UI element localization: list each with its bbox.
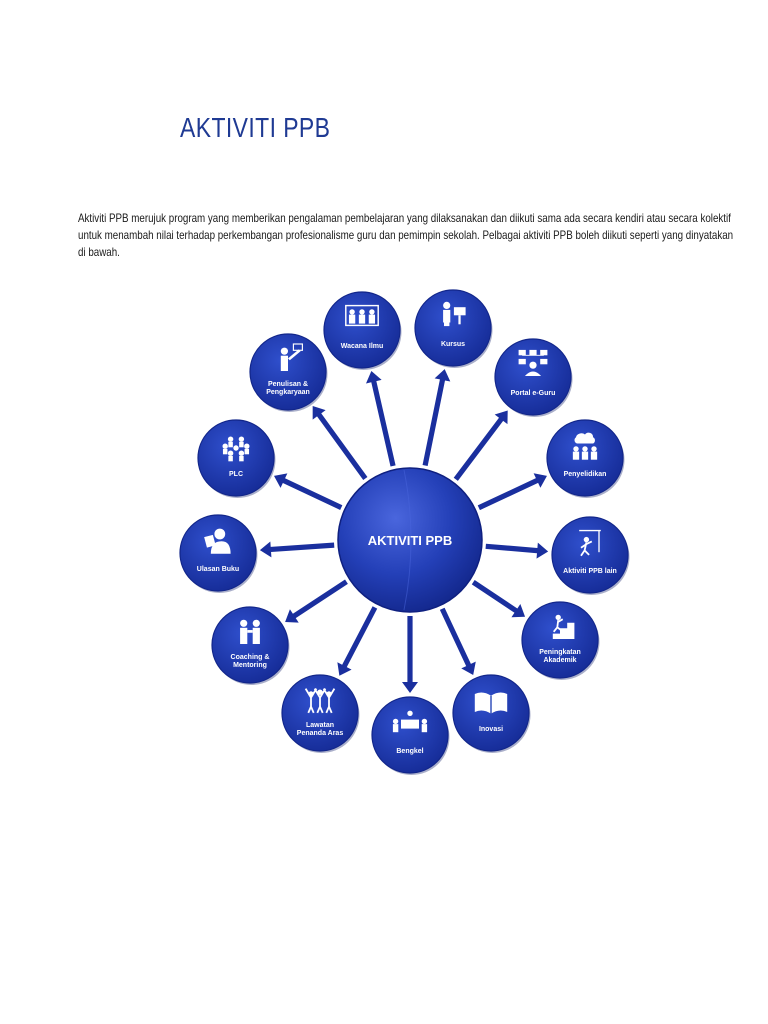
arrow-6 [440,608,476,675]
center-node [338,468,482,612]
node-4 [552,517,630,595]
node-label-12-1: Pengkaryaan [266,389,310,396]
node-label-5-1: Akademik [543,657,577,664]
center-label: AKTIVITI PPB [367,533,453,548]
node-label-1-0: Kursus [440,341,466,348]
node-label-11-0: PLC [229,471,243,478]
node-8 [282,675,360,753]
arrow-0 [366,371,396,467]
node-label-8-1: Penanda Aras [296,730,344,737]
node-label-0-0: Wacana Ilmu [340,343,384,350]
node-0 [324,292,402,370]
node-label-4-0: Aktiviti PPB lain [563,568,617,575]
node-label-9-1: Mentoring [233,662,267,669]
node-label-9-0: Coaching & [230,654,270,661]
arrow-1 [423,369,451,466]
arrow-11 [274,473,342,510]
node-label-8-0: Lawatan [305,722,335,729]
arrow-10 [260,541,334,557]
node-1 [415,290,493,368]
arrow-4 [486,543,549,559]
node-label-6-0: Inovasi [478,726,504,733]
node-label-10-0: Ulasan Buku [196,566,240,573]
arrow-7 [402,616,418,693]
node-label-12-0: Penulisan & [267,381,309,388]
node-label-7-0: Bengkel [396,748,424,755]
node-5 [522,602,600,680]
node-11 [198,420,276,498]
arrow-8 [337,606,377,676]
node-label-3-0: Penyelidikan [563,471,607,478]
node-7 [372,697,450,775]
node-label-5-0: Peningkatan [539,649,581,656]
arrow-9 [285,580,348,623]
node-6 [453,675,531,753]
node-3 [547,420,625,498]
arrow-5 [472,580,525,617]
node-10 [180,515,258,593]
arrow-2 [454,411,508,481]
page-title: AKTIVITI PPB [180,112,331,143]
node-12 [250,334,328,412]
node-label-2-0: Portal e-Guru [510,390,556,397]
intro-paragraph: Aktiviti PPB merujuk program yang memberikan pengalaman pembelajaran yang dilaksanakan dan diikuti sama ada secara kendiri atau secara kolektif untuk menambah nilai terhadap perkembangan profesionalisme guru dan pemimpin sekolah. Pelbagai aktiviti PPB boleh diikuti seperti yang dinyatakan di bawah. [78,211,734,259]
arrow-12 [313,406,368,480]
arrow-3 [478,473,547,510]
node-2 [495,339,573,417]
node-9 [212,607,290,685]
